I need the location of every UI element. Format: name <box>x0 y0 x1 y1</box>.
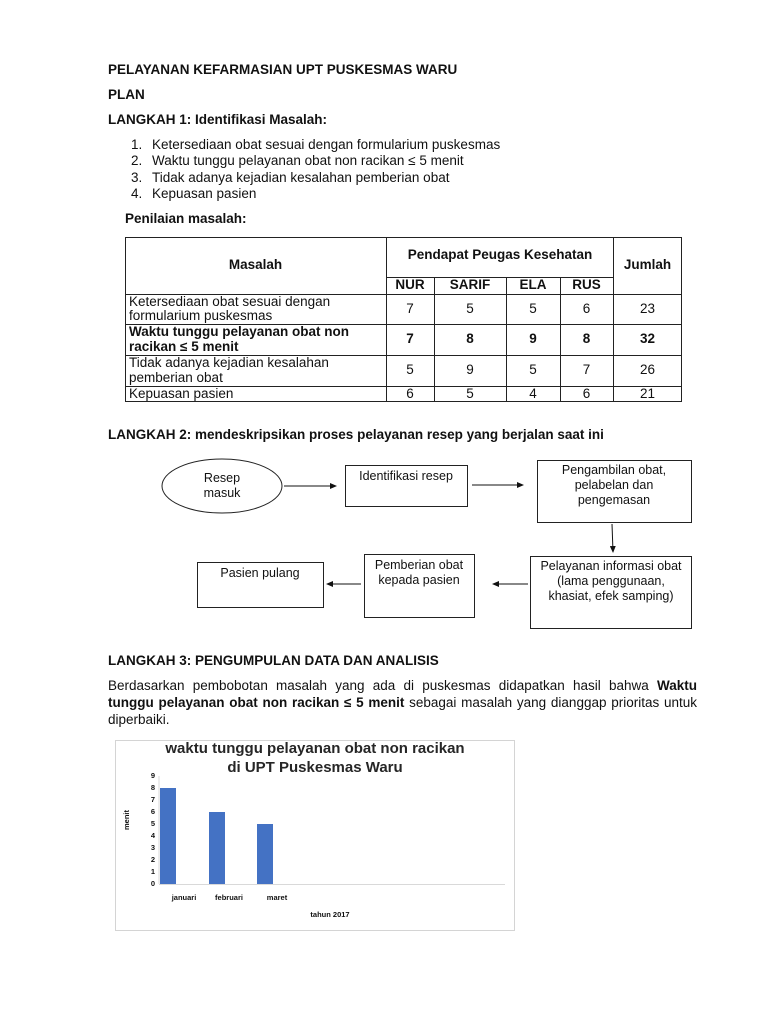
chart-x-tick-label: januari <box>171 893 197 902</box>
table-cell-rus: 6 <box>582 385 591 401</box>
section-plan: PLAN <box>108 87 145 102</box>
table-cell-ela: 9 <box>529 331 537 347</box>
assessment-heading: Penilaian masalah: <box>125 211 247 226</box>
list-number: 1. <box>131 137 143 152</box>
node-resep-masuk-label: Resep masuk <box>203 471 241 500</box>
chart-y-tick-label: 3 <box>150 843 155 852</box>
table-cell-nur: 7 <box>406 300 414 316</box>
header-ela: ELA <box>519 277 547 293</box>
chart-y-tick-label: 1 <box>150 867 155 876</box>
table-cell-masalah: Waktu tunggu pelayanan obat non racikan ≤ 5 menit <box>129 324 349 354</box>
step3-heading: LANGKAH 3: PENGUMPULAN DATA DAN ANALISIS <box>108 653 439 668</box>
list-number: 3. <box>131 169 143 185</box>
list-text: Kepuasan pasien <box>152 185 257 201</box>
table-cell-nur: 5 <box>406 362 414 378</box>
chart-y-tick-label: 5 <box>150 819 155 828</box>
chart-y-tick-label: 9 <box>150 771 155 780</box>
header-masalah: Masalah <box>228 257 283 273</box>
node-pelayanan-info-label: Pelayanan informasi obat (lama penggunaan, khasiat, efek samping) <box>540 559 682 603</box>
chart-title-line-2: di UPT Puskesmas Waru <box>227 759 403 776</box>
table-cell-sarif: 5 <box>466 385 474 401</box>
table-cell-sarif: 5 <box>466 300 474 316</box>
list-text: Tidak adanya kejadian kesalahan pemberian obat <box>152 169 450 185</box>
table-cell-jumlah: 23 <box>639 300 656 316</box>
list-number: 4. <box>131 185 143 201</box>
table-cell-ela: 5 <box>529 300 537 316</box>
chart-y-tick-label: 6 <box>150 807 155 816</box>
table-cell-ela: 5 <box>529 362 537 378</box>
table-cell-masalah: Tidak adanya kejadian kesalahan pemberian obat <box>129 355 329 385</box>
step2-heading: LANGKAH 2: mendeskripsikan proses pelayanan resep yang berjalan saat ini <box>108 427 604 442</box>
table-cell-sarif: 8 <box>466 331 474 347</box>
paragraph-text: sebagai masalah yang dianggap prioritas untuk diperbaiki. <box>108 695 697 727</box>
paragraph-emphasis: Waktu tunggu pelayanan obat non racikan ≤ 5 menit <box>108 678 697 710</box>
table-cell-sarif: 9 <box>466 362 474 378</box>
table-cell-jumlah: 32 <box>639 331 656 347</box>
chart-bar-januari <box>160 788 176 884</box>
table-cell-jumlah: 26 <box>639 362 656 378</box>
header-nur: NUR <box>395 277 425 293</box>
table-cell-rus: 6 <box>582 300 591 316</box>
chart-ylabel: menit <box>122 809 131 830</box>
chart-bar-maret <box>257 824 273 884</box>
paragraph-text: Berdasarkan pembobotan masalah yang ada di puskesmas didapatkan hasil bahwa <box>108 678 657 693</box>
table-cell-rus: 7 <box>582 362 591 378</box>
table-cell-nur: 7 <box>406 331 414 347</box>
table-cell-rus: 8 <box>582 331 591 347</box>
header-rus: RUS <box>572 277 601 293</box>
table-cell-jumlah: 21 <box>639 385 656 401</box>
chart-bar-februari <box>209 812 225 884</box>
chart-y-tick-label: 0 <box>150 879 155 888</box>
list-text: Ketersediaan obat sesuai dengan formularium puskesmas <box>152 137 501 152</box>
table-cell-masalah: Ketersediaan obat sesuai dengan formularium puskesmas <box>129 293 331 323</box>
chart-x-tick-label: maret <box>266 893 288 902</box>
step1-heading: LANGKAH 1: Identifikasi Masalah: <box>108 112 328 127</box>
chart-title-line-1: waktu tunggu pelayanan obat non racikan <box>165 740 465 757</box>
list-number: 2. <box>131 153 143 169</box>
node-pasien-pulang-label: Pasien pulang <box>220 566 300 580</box>
chart-x-tick-label: februari <box>215 893 243 902</box>
node-identifikasi-label: Identifikasi resep <box>359 469 453 483</box>
list-text: Waktu tunggu pelayanan obat non racikan ≤ 5 menit <box>152 153 464 169</box>
header-jumlah: Jumlah <box>623 257 672 273</box>
table-cell-masalah: Kepuasan pasien <box>129 385 234 401</box>
chart-y-tick-label: 8 <box>150 783 155 792</box>
chart-xlabel: tahun 2017 <box>310 910 350 919</box>
chart-y-tick-label: 4 <box>150 831 155 840</box>
table-cell-nur: 6 <box>406 385 414 401</box>
node-pemberian-label: Pemberian obat kepada pasien <box>374 558 464 587</box>
chart-y-tick-label: 7 <box>150 795 155 804</box>
chart-y-tick-label: 2 <box>150 855 155 864</box>
node-pengambilan-label: Pengambilan obat, pelabelan dan pengemasan <box>561 463 667 507</box>
header-group: Pendapat Peugas Kesehatan <box>407 247 593 263</box>
document-title: PELAYANAN KEFARMASIAN UPT PUSKESMAS WARU <box>108 62 458 77</box>
header-sarif: SARIF <box>449 277 491 293</box>
table-cell-ela: 4 <box>529 385 537 401</box>
